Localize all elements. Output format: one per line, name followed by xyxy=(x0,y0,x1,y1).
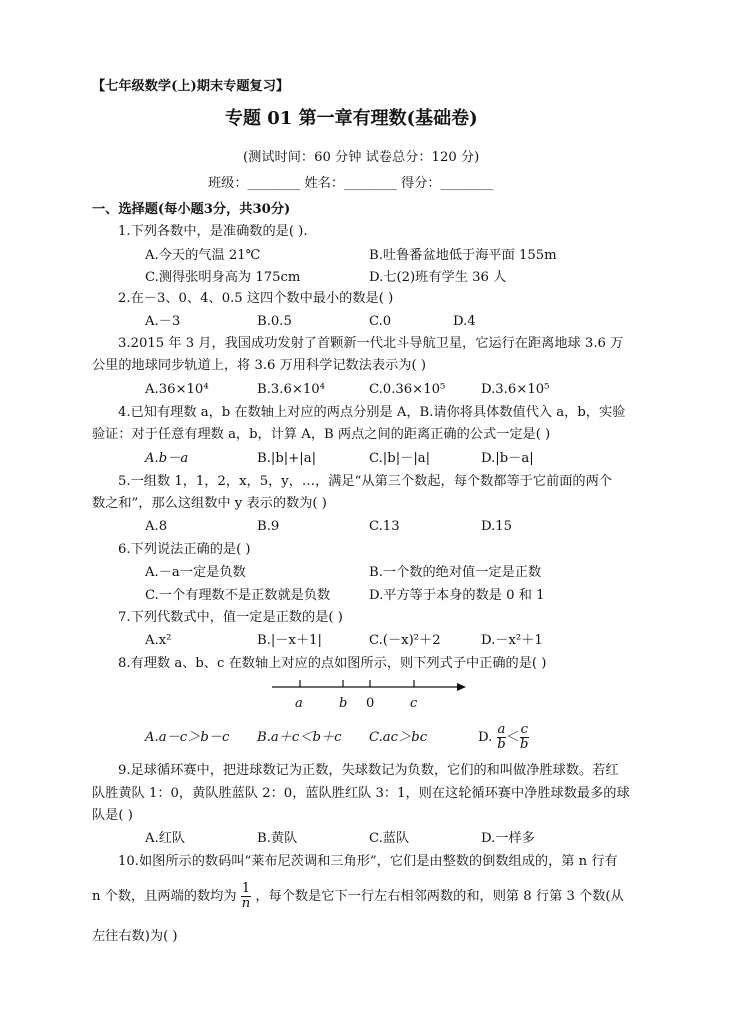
number-line-label-c: c xyxy=(410,696,418,711)
question-4-option-d: D.|b－a| xyxy=(481,451,534,466)
question-1-option-a: A.今天的气温 21℃ xyxy=(145,248,261,263)
question-8-option-b: B.a＋c＜b＋c xyxy=(257,730,342,745)
question-10-stem-line3: 左往右数)为( ) xyxy=(92,929,178,944)
stem-text-part2: ，每个数是它下一行左右相邻两数的和，则第 8 行第 3 个数(从 xyxy=(255,889,624,904)
question-7-option-c: C.(－x)²＋2 xyxy=(369,633,441,648)
section-heading: 一、选择题(每小题3分，共30分) xyxy=(92,202,291,217)
question-8-option-a: A.a－c＞b－c xyxy=(145,730,230,745)
question-5-stem-line1: 5.一组数 1，1，2，x，5，y，…，满足“从第三个数起，每个数都等于它前面的两个 xyxy=(118,474,612,489)
fraction-numerator: c xyxy=(520,722,528,737)
question-5-option-b: B.9 xyxy=(257,519,280,534)
number-line-arrow xyxy=(457,683,466,691)
fraction-denominator: b xyxy=(520,737,529,752)
question-1-option-c: C.测得张明身高为 175cm xyxy=(145,270,301,285)
question-9-option-d: D.一样多 xyxy=(481,831,535,846)
question-2-stem: 2.在－3、0、4、0.5 这四个数中最小的数是( ) xyxy=(118,291,394,306)
question-5-stem-line2: 数之和”，那么这组数中 y 表示的数为( ) xyxy=(92,496,327,511)
question-3-option-d: D.3.6×10⁵ xyxy=(481,382,550,397)
number-line-label-b: b xyxy=(339,696,348,711)
question-4-option-c: C.|b|－|a| xyxy=(369,451,431,466)
question-9-stem-line3: 队是( ) xyxy=(92,808,133,823)
question-6-option-d: D.平方等于本身的数是 0 和 1 xyxy=(369,588,545,603)
less-than-sign: ＜ xyxy=(506,730,520,745)
question-5-option-a: A.8 xyxy=(145,519,168,534)
question-10-stem-line2 xyxy=(92,877,624,917)
fraction-a-over-b xyxy=(497,723,507,752)
test-info: (测试时间：60 分钟 试卷总分：120 分) xyxy=(243,150,480,165)
number-line-figure xyxy=(270,676,470,698)
fraction-numerator: 1 xyxy=(241,881,251,896)
question-9-stem-line2: 队胜黄队 1：0，黄队胜蓝队 2：0，蓝队胜红队 3：1，则在这轮循环赛中净胜球数最多的球 xyxy=(92,786,630,801)
question-1-option-d: D.七(2)班有学生 36 人 xyxy=(369,270,507,285)
question-9-option-c: C.蓝队 xyxy=(369,831,410,846)
question-6-option-c: C.一个有理数不是正数就是负数 xyxy=(145,588,331,603)
question-3-option-b: B.3.6×10⁴ xyxy=(257,382,325,397)
question-3-option-a: A.36×10⁴ xyxy=(145,382,209,397)
question-4-option-b: B.|b|+|a| xyxy=(257,451,317,466)
number-line-label-0: 0 xyxy=(366,696,375,711)
question-1-stem: 1.下列各数中，是准确数的是( ). xyxy=(118,224,308,239)
question-3-stem-line1: 3.2015 年 3 月，我国成功发射了首颗新一代北斗导航卫星，它运行在距离地球 3.6 万 xyxy=(118,336,624,351)
fraction-numerator: a xyxy=(497,722,506,737)
fraction-1-over-n xyxy=(241,882,251,911)
question-8-option-c: C.ac＞bc xyxy=(369,730,428,745)
question-4-stem-line2: 验证：对于任意有理数 a，b，计算 A，B 两点之间的距离正确的公式一定是( ) xyxy=(92,427,551,442)
question-3-stem-line2: 公里的地球同步轨道上，将 3.6 万用科学记数法表示为( ) xyxy=(92,358,426,373)
option-d-prefix: D. xyxy=(478,730,493,745)
question-7-stem: 7.下列代数式中，值一定是正数的是( ) xyxy=(118,610,343,625)
question-10-stem-line1: 10.如图所示的数码叫“莱布尼茨调和三角形”，它们是由整数的倒数组成的，第 n 行有 xyxy=(118,854,618,869)
question-4-stem-line1: 4.已知有理数 a，b 在数轴上对应的两点分别是 A，B.请你将具体数值代入 a，b，实验 xyxy=(118,405,626,420)
question-7-option-a: A.x² xyxy=(145,633,172,648)
fraction-c-over-b xyxy=(520,723,529,752)
question-9-stem-line1: 9.足球循环赛中，把进球数记为正数，失球数记为负数，它们的和叫做净胜球数。若红 xyxy=(118,763,619,778)
question-8-stem: 8.有理数 a、b、c 在数轴上对应的点如图所示，则下列式子中正确的是( ) xyxy=(118,656,547,671)
question-1-option-b: B.吐鲁番盆地低于海平面 155m xyxy=(369,248,557,263)
stem-text-part1: n 个数，且两端的数均为 xyxy=(92,889,237,904)
question-6-stem: 6.下列说法正确的是( ) xyxy=(118,542,251,557)
question-2-option-a: A.－3 xyxy=(145,314,181,329)
question-9-option-a: A.红队 xyxy=(145,831,186,846)
number-line-label-a: a xyxy=(295,696,303,711)
question-7-option-d: D.－x²＋1 xyxy=(481,633,543,648)
question-7-option-b: B.|－x＋1| xyxy=(257,633,322,648)
question-2-option-c: C.0 xyxy=(369,314,392,329)
question-5-option-d: D.15 xyxy=(481,519,513,534)
question-8-option-d xyxy=(478,718,529,758)
question-2-option-d: D.4 xyxy=(453,314,476,329)
question-6-option-b: B.一个数的绝对值一定是正数 xyxy=(369,565,542,580)
question-5-option-c: C.13 xyxy=(369,519,400,534)
question-2-option-b: B.0.5 xyxy=(257,314,292,329)
fraction-denominator: b xyxy=(497,737,506,752)
page-title: 专题 01 第一章有理数(基础卷) xyxy=(225,108,478,129)
question-6-option-a: A.－a一定是负数 xyxy=(145,565,246,580)
student-fields: 班级：________ 姓名：________ 得分：________ xyxy=(208,176,494,191)
header-label: 【七年级数学(上)期末专题复习】 xyxy=(92,79,290,94)
fraction-denominator: n xyxy=(241,896,251,911)
question-9-option-b: B.黄队 xyxy=(257,831,298,846)
question-4-option-a: A.b－a xyxy=(145,451,189,466)
question-3-option-c: C.0.36×10⁵ xyxy=(369,382,446,397)
